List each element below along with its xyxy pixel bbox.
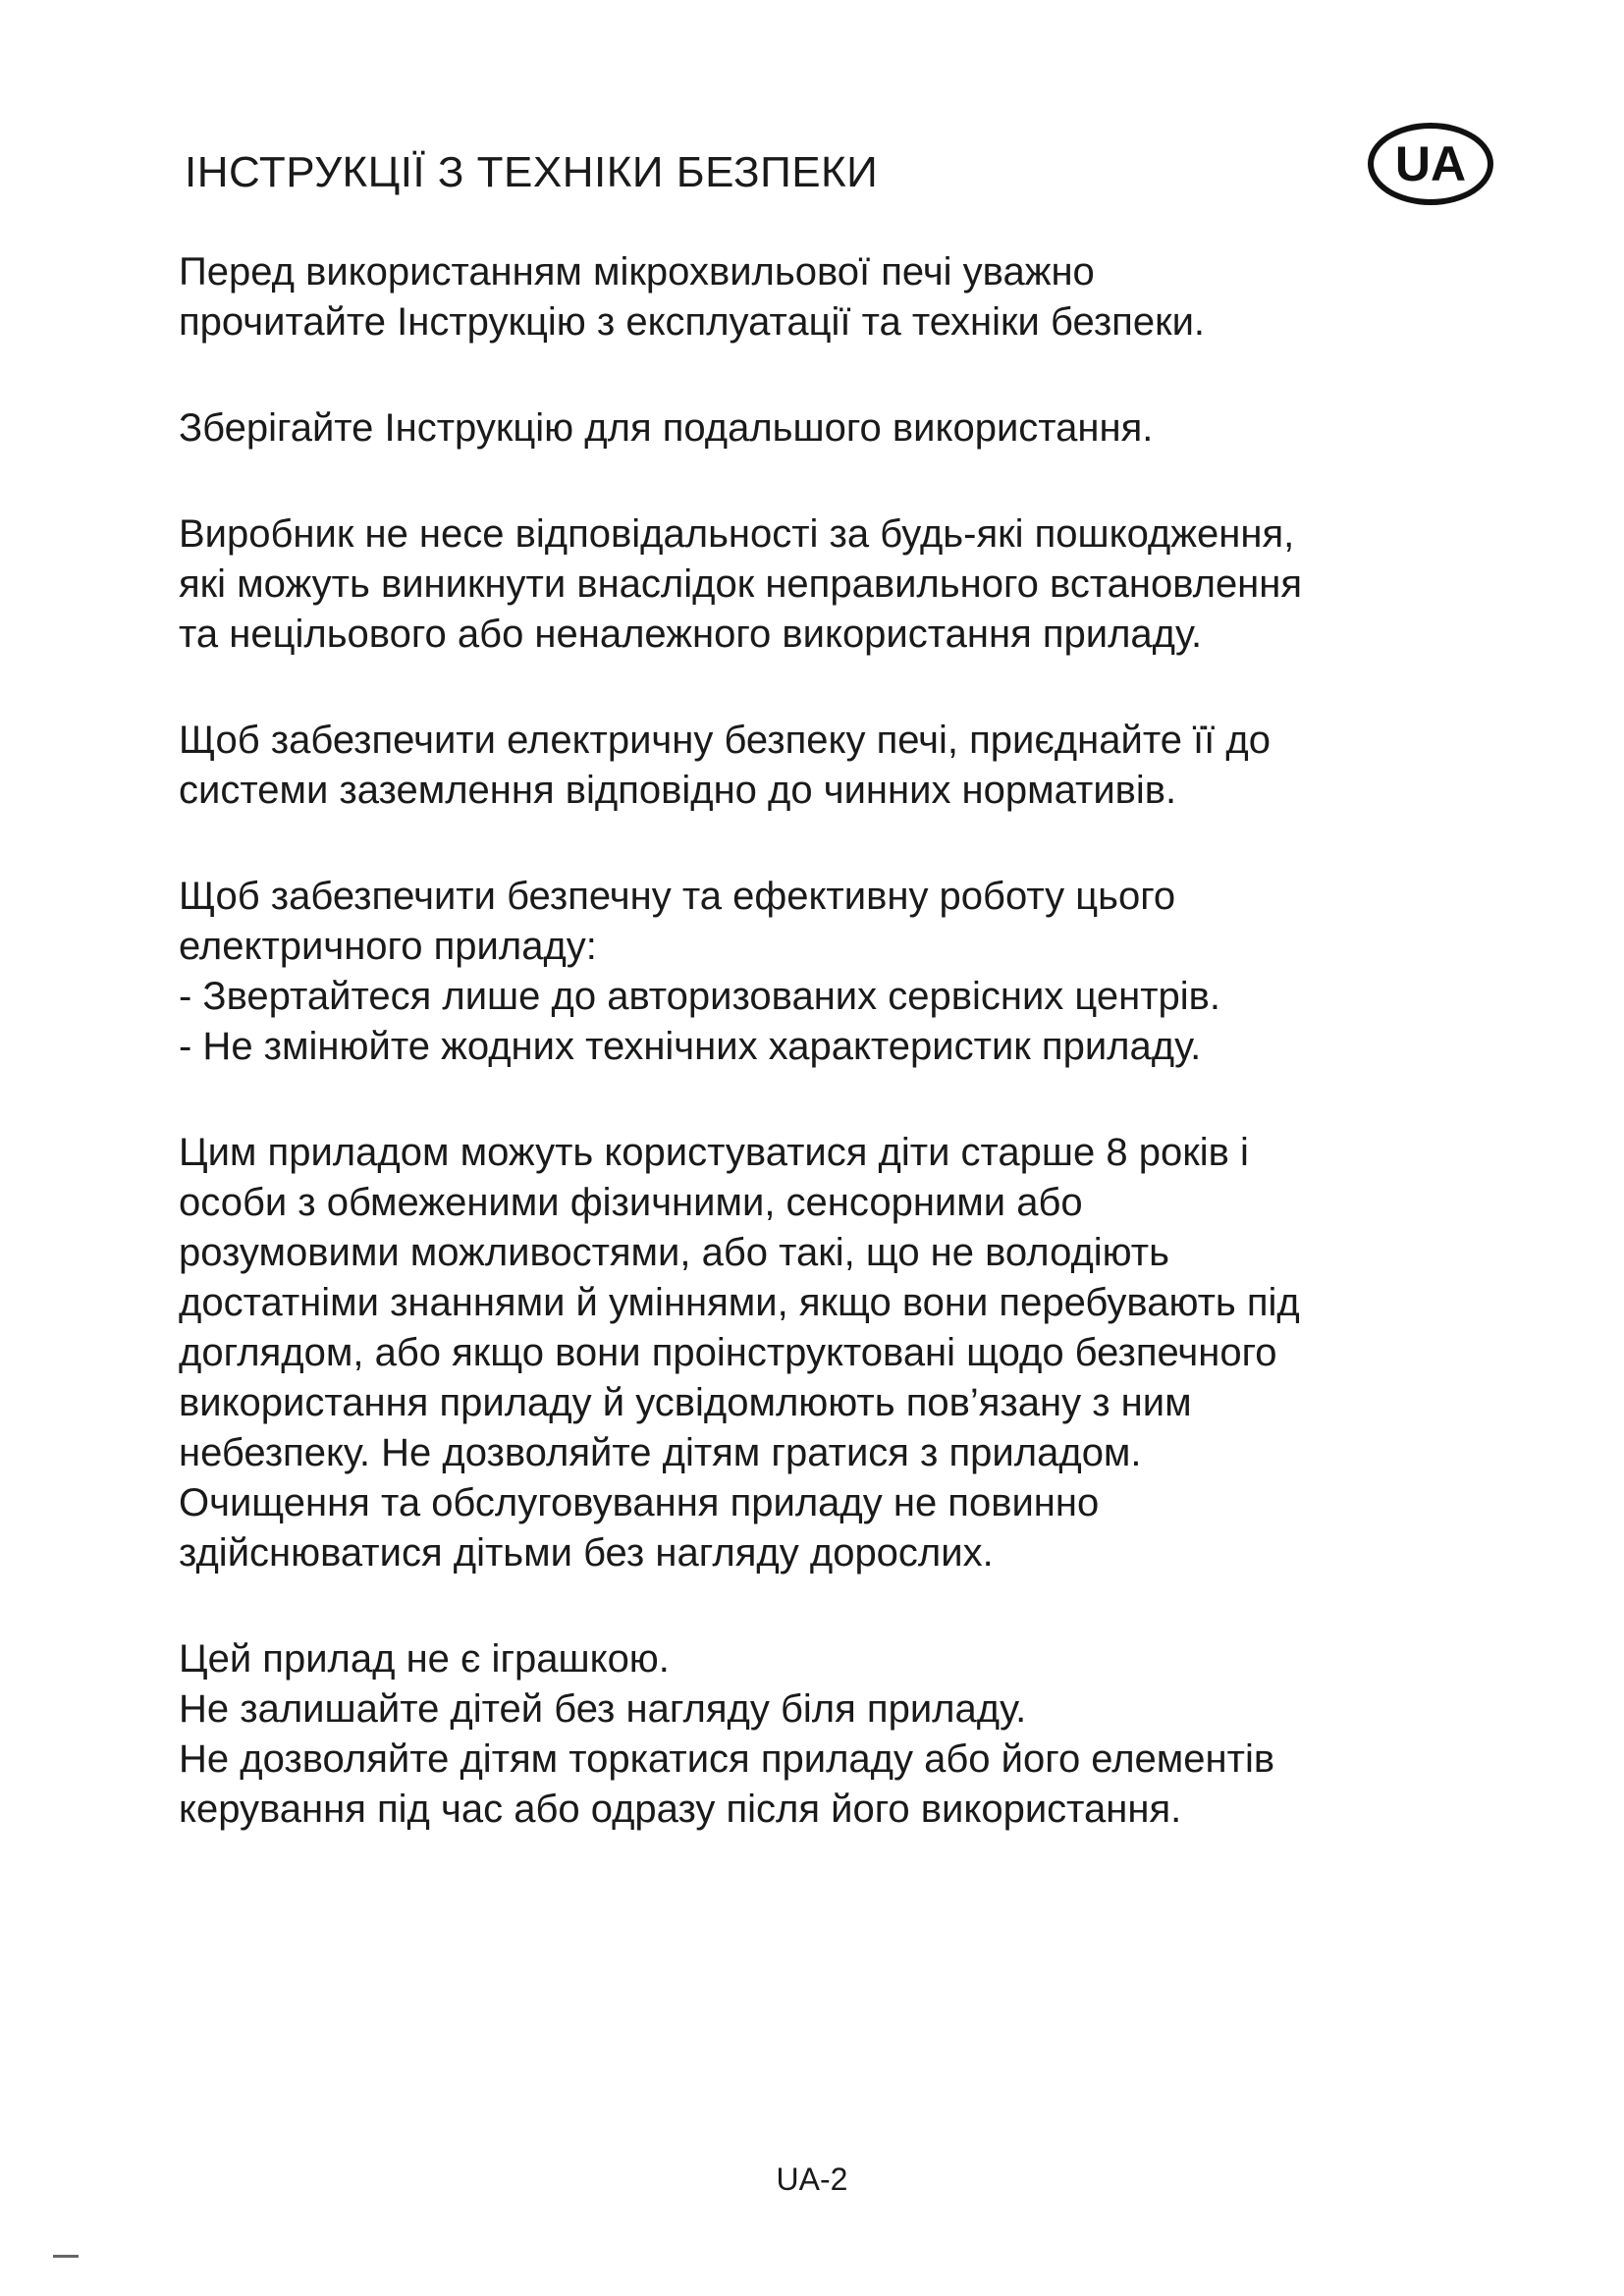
text-line: Перед використанням мікрохвильової печі уважно: [179, 250, 1095, 294]
text-line: Не залишайте дітей без нагляду біля приладу.: [179, 1687, 1027, 1731]
text-line: здійснюватися дітьми без нагляду дорослих.: [179, 1531, 994, 1575]
page-title: ІНСТРУКЦІЇ З ТЕХНІКИ БЕЗПЕКИ: [185, 148, 879, 196]
text-line: та нецільового або неналежного використання приладу.: [179, 613, 1203, 656]
text-line: особи з обмеженими фізичними, сенсорними або: [179, 1181, 1083, 1224]
text-line: електричного приладу:: [179, 925, 597, 968]
paragraph-not-a-toy: [179, 1634, 1494, 1835]
instructions-body: [179, 247, 1494, 1891]
text-line: розумовими можливостями, або такі, що не володіють: [179, 1231, 1169, 1274]
text-line: доглядом, або якщо вони проінструктовані щодо безпечного: [179, 1331, 1277, 1374]
text-line: достатніми знаннями й уміннями, якщо вони перебувають під: [179, 1281, 1300, 1324]
scan-artifact: [53, 2255, 79, 2258]
text-line: Цим приладом можуть користуватися діти старше 8 років і: [179, 1131, 1249, 1174]
paragraph-read-manual: [179, 247, 1494, 347]
text-line: Цей прилад не є іграшкою.: [179, 1637, 670, 1681]
text-line: керування під час або одразу після його використання.: [179, 1788, 1182, 1831]
text-line: які можуть виникнути внаслідок неправильного встановлення: [179, 562, 1303, 606]
text-line: системи заземлення відповідно до чинних нормативів.: [179, 769, 1177, 812]
text-line: використання приладу й усвідомлюють пов’язану з ним: [179, 1381, 1192, 1424]
text-line: Щоб забезпечити безпечну та ефективну роботу цього: [179, 875, 1176, 918]
text-line: небезпеку. Не дозволяйте дітям гратися з приладом.: [179, 1431, 1142, 1474]
paragraph-safe-operation: [179, 872, 1494, 1072]
text-line: Зберігайте Інструкцію для подальшого використання.: [179, 406, 1154, 450]
text-line: Очищення та обслуговування приладу не повинно: [179, 1481, 1100, 1524]
page-number: UA-2: [776, 2162, 848, 2197]
list-item: - Звертайтеся лише до авторизованих сервісних центрів.: [179, 975, 1221, 1018]
language-badge: UA: [1368, 123, 1493, 205]
text-line: Щоб забезпечити електричну безпеку печі, приєднайте її до: [179, 719, 1271, 762]
paragraph-children-usage: [179, 1128, 1494, 1578]
list-item: - Не змінюйте жодних технічних характеристик приладу.: [179, 1025, 1202, 1068]
text-line: Не дозволяйте дітям торкатися приладу або його елементів: [179, 1737, 1275, 1781]
paragraph-grounding: [179, 716, 1494, 816]
text-line: Виробник не несе відповідальності за будь-які пошкодження,: [179, 512, 1295, 556]
paragraph-keep-manual: [179, 403, 1494, 454]
text-line: прочитайте Інструкцію з експлуатації та техніки безпеки.: [179, 300, 1206, 344]
paragraph-liability: [179, 509, 1494, 660]
